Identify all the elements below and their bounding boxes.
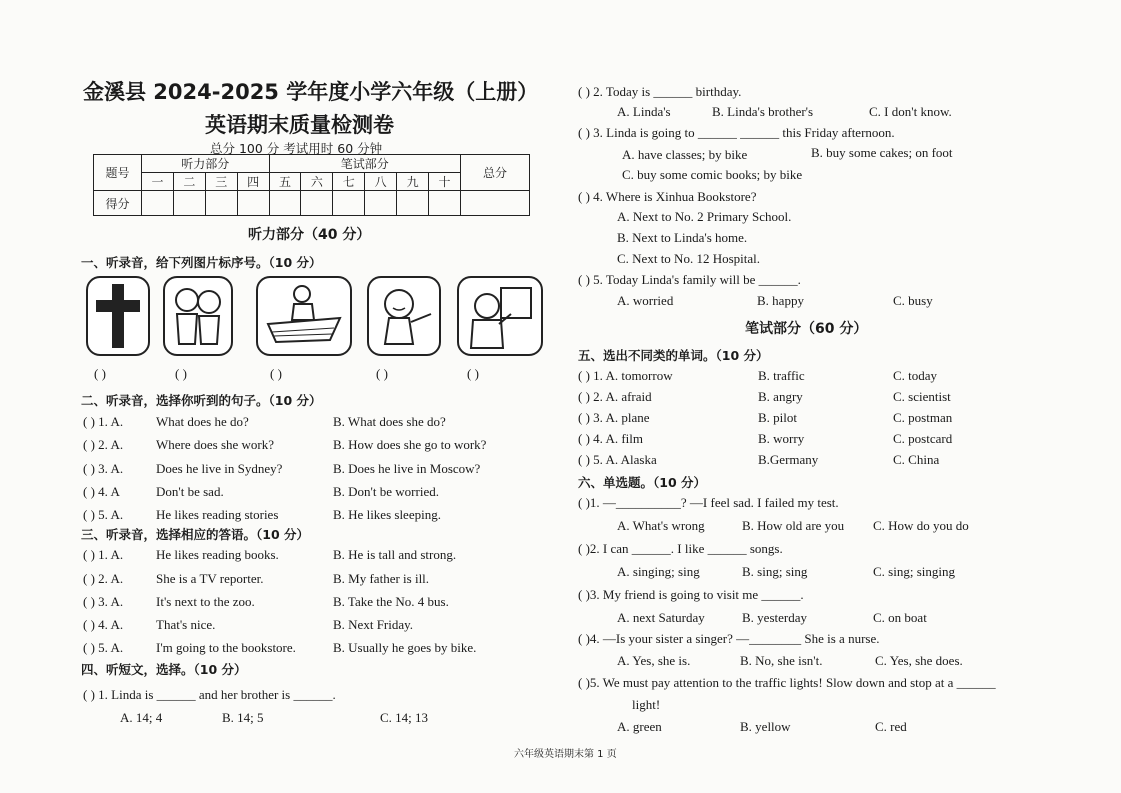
option-c: C. Next to No. 12 Hospital. bbox=[617, 251, 760, 266]
option-b: B. Linda's brother's bbox=[712, 104, 814, 119]
listening-part-header: 听力部分 bbox=[142, 155, 270, 173]
option-b: B. angry bbox=[758, 389, 803, 404]
question-number: ( ) 4. A. bbox=[83, 617, 124, 632]
option-c: C. sing; singing bbox=[873, 564, 955, 579]
option-a: A. have classes; by bike bbox=[622, 147, 748, 162]
option-b: B. pilot bbox=[758, 410, 798, 425]
option-a: A. next Saturday bbox=[617, 610, 705, 625]
col-9: 九 bbox=[397, 173, 429, 191]
option-b: B.Germany bbox=[758, 452, 819, 467]
question-number: ( ) 4. A bbox=[83, 484, 120, 499]
question-text: ( )3. My friend is going to visit me ______. bbox=[578, 587, 804, 602]
option-a: What does he do? bbox=[156, 414, 249, 429]
option-a: He likes reading books. bbox=[156, 547, 279, 562]
score-cell[interactable] bbox=[429, 191, 461, 216]
option-b: B. 14; 5 bbox=[222, 710, 264, 725]
question-number: ( ) 5. A. bbox=[83, 640, 124, 655]
option-b: B. yellow bbox=[740, 719, 791, 734]
option-c: C. 14; 13 bbox=[380, 710, 429, 725]
sec4-title: 四、听短文，选择。（10 分） bbox=[81, 662, 247, 677]
score-cell[interactable] bbox=[301, 191, 333, 216]
option-c: C. How do you do bbox=[873, 518, 969, 533]
option-a: A. Linda's bbox=[617, 104, 671, 119]
option-c: C. Yes, she does. bbox=[875, 653, 963, 668]
option-b: B. What does she do? bbox=[333, 414, 446, 429]
question-text: ( )4. —Is your sister a singer? —________ She is a nurse. bbox=[578, 631, 880, 646]
option-b: B. happy bbox=[757, 293, 804, 308]
option-c: C. China bbox=[893, 452, 940, 467]
question-number: ( ) 4. A. film bbox=[578, 431, 643, 446]
option-a: She is a TV reporter. bbox=[156, 571, 264, 586]
col-7: 七 bbox=[333, 173, 365, 191]
col-10: 十 bbox=[429, 173, 461, 191]
question-number: ( ) 3. A. bbox=[83, 594, 124, 609]
option-b: B. Usually he goes by bike. bbox=[333, 640, 477, 655]
option-b: B. Does he live in Moscow? bbox=[333, 461, 481, 476]
option-a: He likes reading stories bbox=[156, 507, 279, 522]
option-b: B. buy some cakes; on foot bbox=[811, 145, 953, 160]
option-b: B. yesterday bbox=[742, 610, 807, 625]
option-c: C. today bbox=[893, 368, 938, 383]
question-text: ( ) 2. Today is ______ birthday. bbox=[578, 84, 742, 99]
score-cell[interactable] bbox=[365, 191, 397, 216]
picture-answer-blank[interactable]: ( ) bbox=[467, 366, 479, 381]
question-number: ( ) 5. A. bbox=[83, 507, 124, 522]
score-cell[interactable] bbox=[205, 191, 237, 216]
option-a: A. Yes, she is. bbox=[617, 653, 691, 668]
written-heading: 笔试部分（60 分） bbox=[745, 321, 868, 337]
option-a: That's nice. bbox=[156, 617, 216, 632]
option-a: Where does she work? bbox=[156, 437, 275, 452]
option-a: Does he live in Sydney? bbox=[156, 461, 283, 476]
row-label-score: 得分 bbox=[94, 191, 142, 216]
question-number: ( ) 2. A. bbox=[83, 571, 124, 586]
question-text: ( ) 5. Today Linda's family will be ______. bbox=[578, 272, 801, 287]
cross-icon bbox=[86, 276, 150, 356]
sec5-title: 五、选出不同类的单词。（10 分） bbox=[578, 348, 769, 363]
option-c: C. postcard bbox=[893, 431, 953, 446]
question-number: ( ) 1. A. bbox=[83, 414, 124, 429]
question-number: ( ) 2. A. bbox=[83, 437, 124, 452]
exam-subtitle: 英语期末质量检测卷 bbox=[205, 113, 394, 137]
option-c: C. red bbox=[875, 719, 907, 734]
exam-title: 金溪县 2024-2025 学年度小学六年级（上册） bbox=[83, 80, 539, 104]
option-b: B. He likes sleeping. bbox=[333, 507, 441, 522]
crying-girl-icon bbox=[367, 276, 441, 356]
option-a: A. singing; sing bbox=[617, 564, 700, 579]
option-a: A. Next to No. 2 Primary School. bbox=[617, 209, 792, 224]
col-3: 三 bbox=[205, 173, 237, 191]
score-cell[interactable] bbox=[269, 191, 301, 216]
col-5: 五 bbox=[269, 173, 301, 191]
question-number: ( ) 1. A. tomorrow bbox=[578, 368, 673, 383]
question-text: ( ) 1. Linda is ______ and her brother is ______. bbox=[83, 687, 336, 702]
col-2: 二 bbox=[173, 173, 205, 191]
option-b: B. Don't be worried. bbox=[333, 484, 439, 499]
old-man-icon bbox=[457, 276, 543, 356]
children-icon bbox=[163, 276, 233, 356]
question-text: ( )2. I can ______. I like ______ songs. bbox=[578, 541, 783, 556]
question-number: ( ) 3. A. bbox=[83, 461, 124, 476]
score-cell[interactable] bbox=[397, 191, 429, 216]
option-b: B. No, she isn't. bbox=[740, 653, 823, 668]
score-table bbox=[93, 154, 530, 216]
option-b: B. sing; sing bbox=[742, 564, 808, 579]
question-number: ( ) 5. A. Alaska bbox=[578, 452, 657, 467]
option-c: C. on boat bbox=[873, 610, 927, 625]
option-a: Don't be sad. bbox=[156, 484, 224, 499]
score-cell[interactable] bbox=[333, 191, 365, 216]
score-time-note: 总分 100 分 考试用时 60 分钟 bbox=[210, 141, 383, 156]
option-b: B. traffic bbox=[758, 368, 805, 383]
col-4: 四 bbox=[237, 173, 269, 191]
option-a: A. 14; 4 bbox=[120, 710, 163, 725]
page-footer: 六年级英语期末第 1 页 bbox=[514, 749, 617, 760]
total-header: 总分 bbox=[461, 155, 530, 191]
option-c: C. postman bbox=[893, 410, 953, 425]
option-a: I'm going to the bookstore. bbox=[156, 640, 296, 655]
sec6-title: 六、单选题。（10 分） bbox=[578, 475, 706, 490]
written-part-header: 笔试部分 bbox=[269, 155, 460, 173]
option-a: A. green bbox=[617, 719, 662, 734]
score-cell[interactable] bbox=[142, 191, 174, 216]
question-text: ( )1. —__________? —I feel sad. I failed my test. bbox=[578, 495, 839, 510]
question-text-continued: light! bbox=[632, 697, 661, 712]
option-b: B. My father is ill. bbox=[333, 571, 430, 586]
score-cell[interactable] bbox=[237, 191, 269, 216]
question-number: ( ) 3. A. plane bbox=[578, 410, 650, 425]
option-c: C. scientist bbox=[893, 389, 951, 404]
picture-answer-blank[interactable]: ( ) bbox=[175, 366, 187, 381]
listening-heading: 听力部分（40 分） bbox=[248, 227, 371, 243]
col-8: 八 bbox=[365, 173, 397, 191]
option-c: C. busy bbox=[893, 293, 933, 308]
option-b: B. Next Friday. bbox=[333, 617, 414, 632]
option-c: C. buy some comic books; by bike bbox=[622, 167, 803, 182]
score-cell[interactable] bbox=[173, 191, 205, 216]
picture-answer-blank[interactable]: ( ) bbox=[376, 366, 388, 381]
picture-answer-blank[interactable]: ( ) bbox=[270, 366, 282, 381]
option-c: C. I don't know. bbox=[869, 104, 952, 119]
option-a: A. worried bbox=[617, 293, 674, 308]
col-6: 六 bbox=[301, 173, 333, 191]
option-b: B. How old are you bbox=[742, 518, 845, 533]
score-cell[interactable] bbox=[461, 191, 530, 216]
sec2-title: 二、听录音，选择你听到的句子。（10 分） bbox=[81, 393, 322, 408]
sec1-title: 一、听录音，给下列图片标序号。（10 分） bbox=[81, 255, 322, 270]
option-b: B. How does she go to work? bbox=[333, 437, 487, 452]
option-b: B. He is tall and strong. bbox=[333, 547, 457, 562]
picture-answer-blank[interactable]: ( ) bbox=[94, 366, 106, 381]
col-1: 一 bbox=[142, 173, 174, 191]
option-b: B. Take the No. 4 bus. bbox=[333, 594, 449, 609]
question-number: ( ) 2. A. afraid bbox=[578, 389, 652, 404]
row-label-question: 题号 bbox=[94, 155, 142, 191]
question-text: ( ) 4. Where is Xinhua Bookstore? bbox=[578, 189, 757, 204]
question-text: ( )5. We must pay attention to the traffic lights! Slow down and stop at a ______ bbox=[578, 675, 996, 690]
option-b: B. Next to Linda's home. bbox=[617, 230, 748, 245]
option-b: B. worry bbox=[758, 431, 805, 446]
option-a: A. What's wrong bbox=[617, 518, 705, 533]
sec3-title: 三、听录音，选择相应的答语。（10 分） bbox=[81, 527, 309, 542]
option-a: It's next to the zoo. bbox=[156, 594, 255, 609]
question-text: ( ) 3. Linda is going to ______ ______ this Friday afternoon. bbox=[578, 125, 895, 140]
question-number: ( ) 1. A. bbox=[83, 547, 124, 562]
boat-icon bbox=[256, 276, 352, 356]
